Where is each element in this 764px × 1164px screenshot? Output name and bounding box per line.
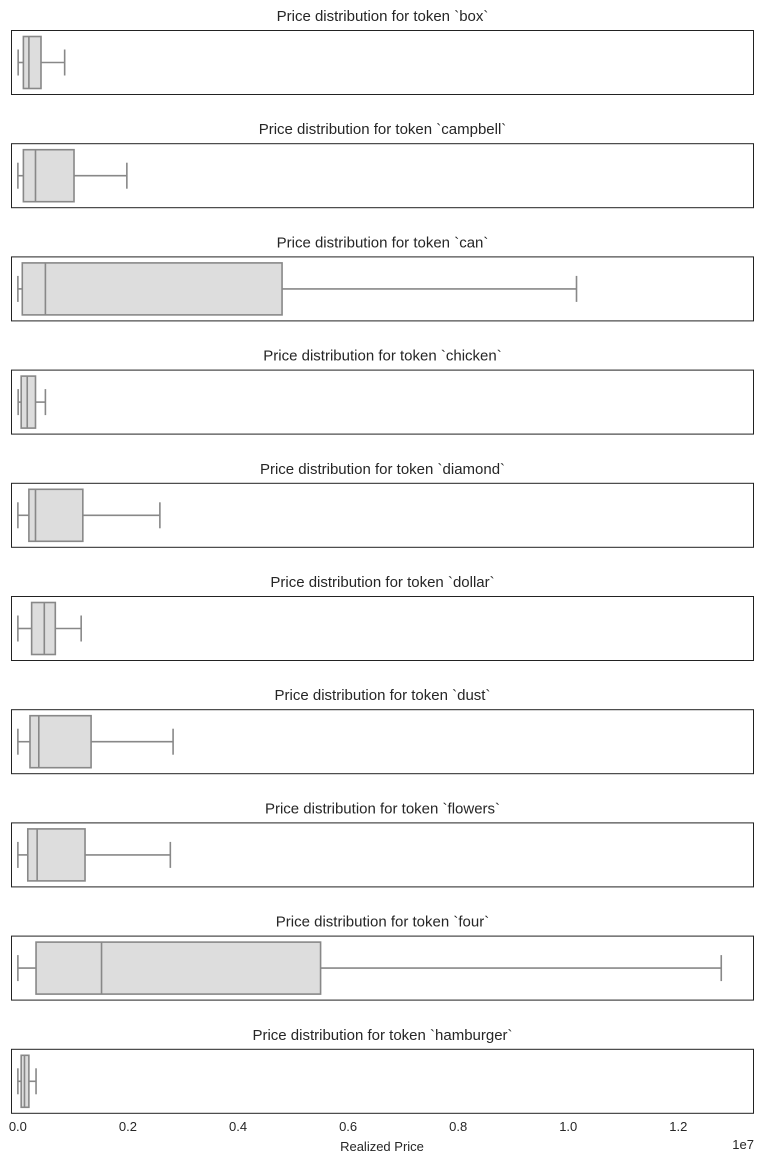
iqr-box (29, 489, 83, 541)
x-tick-label: 1.2 (669, 1118, 688, 1134)
panel-frame (12, 370, 754, 434)
iqr-box (21, 376, 35, 428)
x-axis (9, 1119, 688, 1134)
panel-hamburger (12, 1027, 754, 1114)
panels-layer (12, 8, 754, 1113)
panel-flowers (12, 800, 754, 887)
x-axis-label: Realized Price (340, 1139, 424, 1154)
iqr-box (36, 942, 321, 994)
panel-diamond (12, 461, 754, 548)
panel-chicken (12, 348, 754, 435)
x-tick-label: 0.4 (228, 1118, 248, 1134)
panel-frame (12, 1049, 754, 1113)
x-tick-label: 0.8 (449, 1118, 468, 1134)
panel-title: Price distribution for token `hamburger` (252, 1026, 513, 1044)
panel-campbell (12, 121, 754, 208)
panel-title: Price distribution for token `flowers` (264, 800, 501, 818)
panel-frame (12, 31, 754, 95)
panel-title: Price distribution for token `dollar` (270, 574, 495, 591)
panel-title: Price distribution for token `dust` (274, 687, 491, 705)
x-tick-label: 0.6 (339, 1118, 358, 1134)
panel-dust (12, 687, 754, 774)
panel-title: Price distribution for token `chicken` (263, 347, 502, 365)
iqr-box (23, 37, 41, 89)
panel-title: Price distribution for token `four` (275, 913, 490, 931)
x-axis-offset-label: 1e7 (732, 1137, 754, 1152)
panel-title: Price distribution for token `diamond` (259, 460, 506, 478)
x-tick-label: 1.0 (559, 1118, 578, 1134)
iqr-box (23, 150, 74, 202)
panel-dollar (12, 574, 754, 661)
x-tick-label: 0.2 (118, 1118, 137, 1134)
panel-can (12, 234, 754, 321)
x-tick-label: 0.0 (8, 1118, 27, 1134)
panel-title: Price distribution for token `campbell` (258, 121, 507, 139)
panel-title: Price distribution for token `box` (276, 8, 489, 25)
panel-box (12, 8, 754, 95)
panel-frame (12, 597, 754, 661)
iqr-box (32, 603, 56, 655)
iqr-box (22, 263, 282, 315)
panel-title: Price distribution for token `can` (276, 234, 489, 252)
panel-four (12, 914, 754, 1001)
